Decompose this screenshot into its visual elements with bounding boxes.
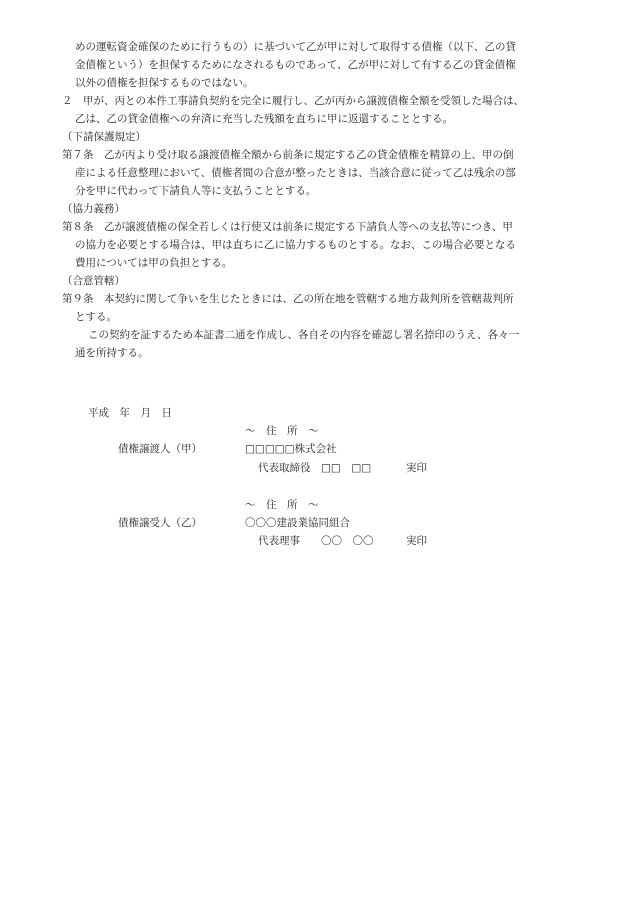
article-7-line-1: 第７条 乙が丙より受け取る譲渡債権全額から前条に規定する乙の貸金債権を精算の上、甲の倒 — [62, 149, 514, 161]
assignor-role: 債権譲渡人（甲） — [118, 443, 202, 455]
assignee-representative: 代表理事 〇〇 〇〇 — [258, 535, 374, 547]
assignee-seal: 実印 — [406, 535, 427, 547]
continuation-line-1: めの運転資金確保のために行うもの）に基づいて乙が甲に対して取得する債権（以下、乙の貸 — [75, 41, 516, 53]
clause-2-line-2: 乙は、乙の貸金債権への弁済に充当した残額を直ちに甲に返還することとする。 — [75, 113, 453, 125]
continuation-line-3: 以外の債権を担保するものではない。 — [75, 77, 254, 89]
closing-line-2: 通を所持する。 — [75, 347, 149, 359]
assignee-role: 債権譲受人（乙） — [118, 517, 202, 529]
article-9-line-2: とする。 — [75, 311, 117, 323]
article-7-heading: （下請保護規定） — [62, 131, 146, 143]
assignor-seal: 実印 — [406, 462, 427, 474]
assignor-representative: 代表取締役 □□ □□ — [258, 462, 372, 474]
closing-line-1: この契約を証するため本証書二通を作成し、各自その内容を確認し署名捺印のうえ、各々一 — [88, 329, 520, 341]
assignee-address: 〜 住 所 〜 — [245, 499, 319, 511]
article-8-line-1: 第８条 乙が譲渡債権の保全若しくは行使又は前条に規定する下請負人等への支払等につき、甲 — [62, 221, 513, 233]
article-7-line-2: 産による任意整理において、債権者間の合意が整ったときは、当該合意に従って乙は残余の部 — [75, 167, 516, 179]
assignor-company: □□□□□株式会社 — [245, 443, 337, 455]
assignee-company: 〇〇〇建設業協同組合 — [245, 517, 350, 529]
clause-2-line-1: ２ 甲が、丙との本件工事請負契約を完全に履行し、乙が丙から譲渡債権全額を受領した場合は、 — [62, 95, 524, 107]
continuation-line-2: 金債権という）を担保するためになされるものであって、乙が甲に対して有する乙の貸金債権 — [75, 59, 516, 71]
article-8-heading: （協力義務） — [62, 203, 125, 215]
signing-date: 平成 年 月 日 — [88, 407, 172, 419]
article-8-line-3: 費用については甲の負担とする。 — [75, 257, 233, 269]
article-9-line-1: 第９条 本契約に関して争いを生じたときには、乙の所在地を管轄する地方裁判所を管轄裁判所 — [62, 293, 514, 305]
assignor-address: 〜 住 所 〜 — [245, 425, 319, 437]
article-9-heading: （合意管轄） — [62, 275, 125, 287]
article-8-line-2: の協力を必要とする場合は、甲は直ちに乙に協力するものとする。なお、この場合必要となる — [75, 239, 516, 251]
article-7-line-3: 分を甲に代わって下請負人等に支払うこととする。 — [75, 185, 317, 197]
